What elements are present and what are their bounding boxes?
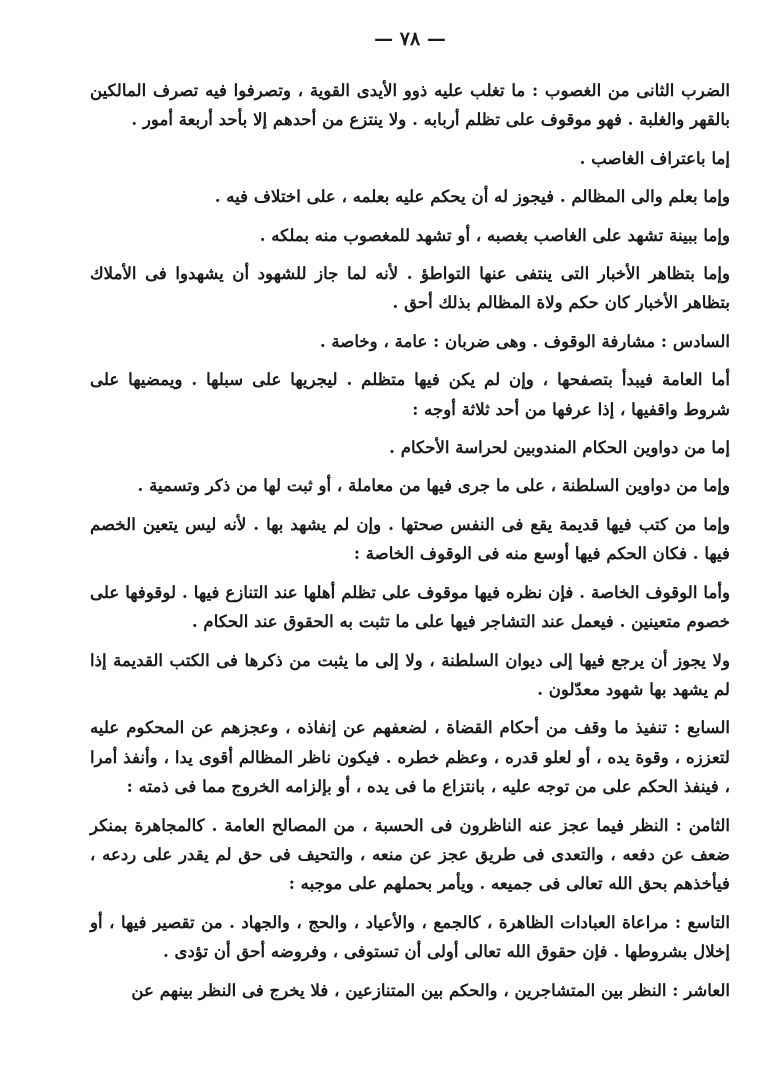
paragraph-judge-knowledge: وإما بعلم والى المظالم . فيجوز له أن يحكم عليه بعلمه ، على اختلاف فيه . bbox=[214, 186, 730, 207]
book-page bbox=[90, 28, 730, 1005]
paragraph-seventh-execution: السابع : تنفيذ ما وقف من أحكام القضاة ، لضعفهم عن إنفاذه ، وعجزهم عن المحكوم عليه لتعززه ، وقوة يده ، أو لعلو قدره ، وعظم خطره . فيكون ناظر المظالم أقوى يدا ، وأنفذ أمرا ، فينفذ الحكم على من توجه عليه ، بانتزاع ما فى يده ، أو بإلزامه الخروج مما فى ذمته : bbox=[90, 717, 730, 797]
paragraph-sultanate-registers: وإما من دواوين السلطنة ، على ما جرى فيها من معاملة ، أو ثبت لها من ذكر وتسمية . bbox=[137, 475, 730, 496]
paragraph-confession: إما باعتراف الغاصب . bbox=[579, 147, 730, 168]
paragraph-eighth-hisba: الثامن : النظر فيما عجز عنه الناظرون فى الحسبة ، من المصالح العامة . كالمجاهرة بمنكر ضعف عن دفعه ، والتعدى فى طريق عجز عن منعه ، والتحيف فى حق لم يقدر على ردعه ، فيأخذهم بحق الله تعالى فى جميعه . ويأمر بحملهم على موجبه : bbox=[90, 814, 730, 894]
paragraph-sixth-endowments: السادس : مشارفة الوقوف . وهى ضربان : عامة ، وخاصة . bbox=[319, 330, 730, 351]
paragraph-no-recourse: ولا يجوز أن يرجع فيها إلى ديوان السلطنة ، ولا إلى ما يثبت من ذكرها فى الكتب القديمة إذا لم يشهد بها شهود معدّلون . bbox=[90, 649, 730, 699]
paragraph-old-books: وإما من كتب فيها قديمة يقع فى النفس صحتها . وإن لم يشهد بها . لأنه ليس يتعين الخصم فيها . فكان الحكم فيها أوسع منه فى الوقوف الخاصة : bbox=[90, 513, 730, 564]
paragraph-evidence: وإما ببينة تشهد على الغاصب بغصبه ، أو تشهد للمغصوب منه بملكه . bbox=[259, 224, 730, 245]
page-number: — ٧٨ — bbox=[374, 28, 446, 50]
paragraph-second-type-usurpation: الضرب الثانى من الغصوب : ما تغلب عليه ذوو الأيدى القوية ، وتصرفوا فيه تصرف المالكين بالقهر والغلبة . فهو موقوف على تظلم أربابه . ولا ينتزع من أحدهم إلا بأحد أربعة أمور . bbox=[90, 80, 730, 130]
paragraph-public-endowments: أما العامة فيبدأ بتصفحها ، وإن لم يكن فيها متظلم . ليجريها على سبلها . ويمضيها على شروط واقفيها ، إذا عرفها من أحد ثلاثة أوجه : bbox=[90, 369, 730, 419]
paragraph-tenth-disputes: العاشر : النظر بين المتشاجرين ، والحكم بين المتنازعين ، فلا يخرج فى النظر بينهم عن bbox=[131, 979, 730, 1000]
paragraph-reports: وإما بتظاهر الأخبار التى ينتفى عنها التواطؤ . لأنه لما جاز للشهود أن يشهدوا فى الأملاك بتظاهر الأخبار كان حكم ولاة المظالم بذلك أحق . bbox=[90, 263, 730, 313]
paragraph-ninth-worship: التاسع : مراعاة العبادات الظاهرة ، كالجمع ، والأعياد ، والحج ، والجهاد . من تقصير فيها ، أو إخلال بشروطها . فإن حقوق الله تعالى أولى أن تستوفى ، وفروضه أحق أن تؤدى . bbox=[90, 911, 730, 962]
paragraph-private-endowments: وأما الوقوف الخاصة . فإن نظره فيها موقوف على تظلم أهلها عند التنازع فيها . لوقوفها على خصوم متعينين . فيعمل عند التشاجر فيها على ما تثبت به الحقوق عند الحكام . bbox=[90, 581, 730, 632]
paragraph-judges-registers: إما من دواوين الحكام المندوبين لحراسة الأحكام . bbox=[389, 437, 730, 458]
